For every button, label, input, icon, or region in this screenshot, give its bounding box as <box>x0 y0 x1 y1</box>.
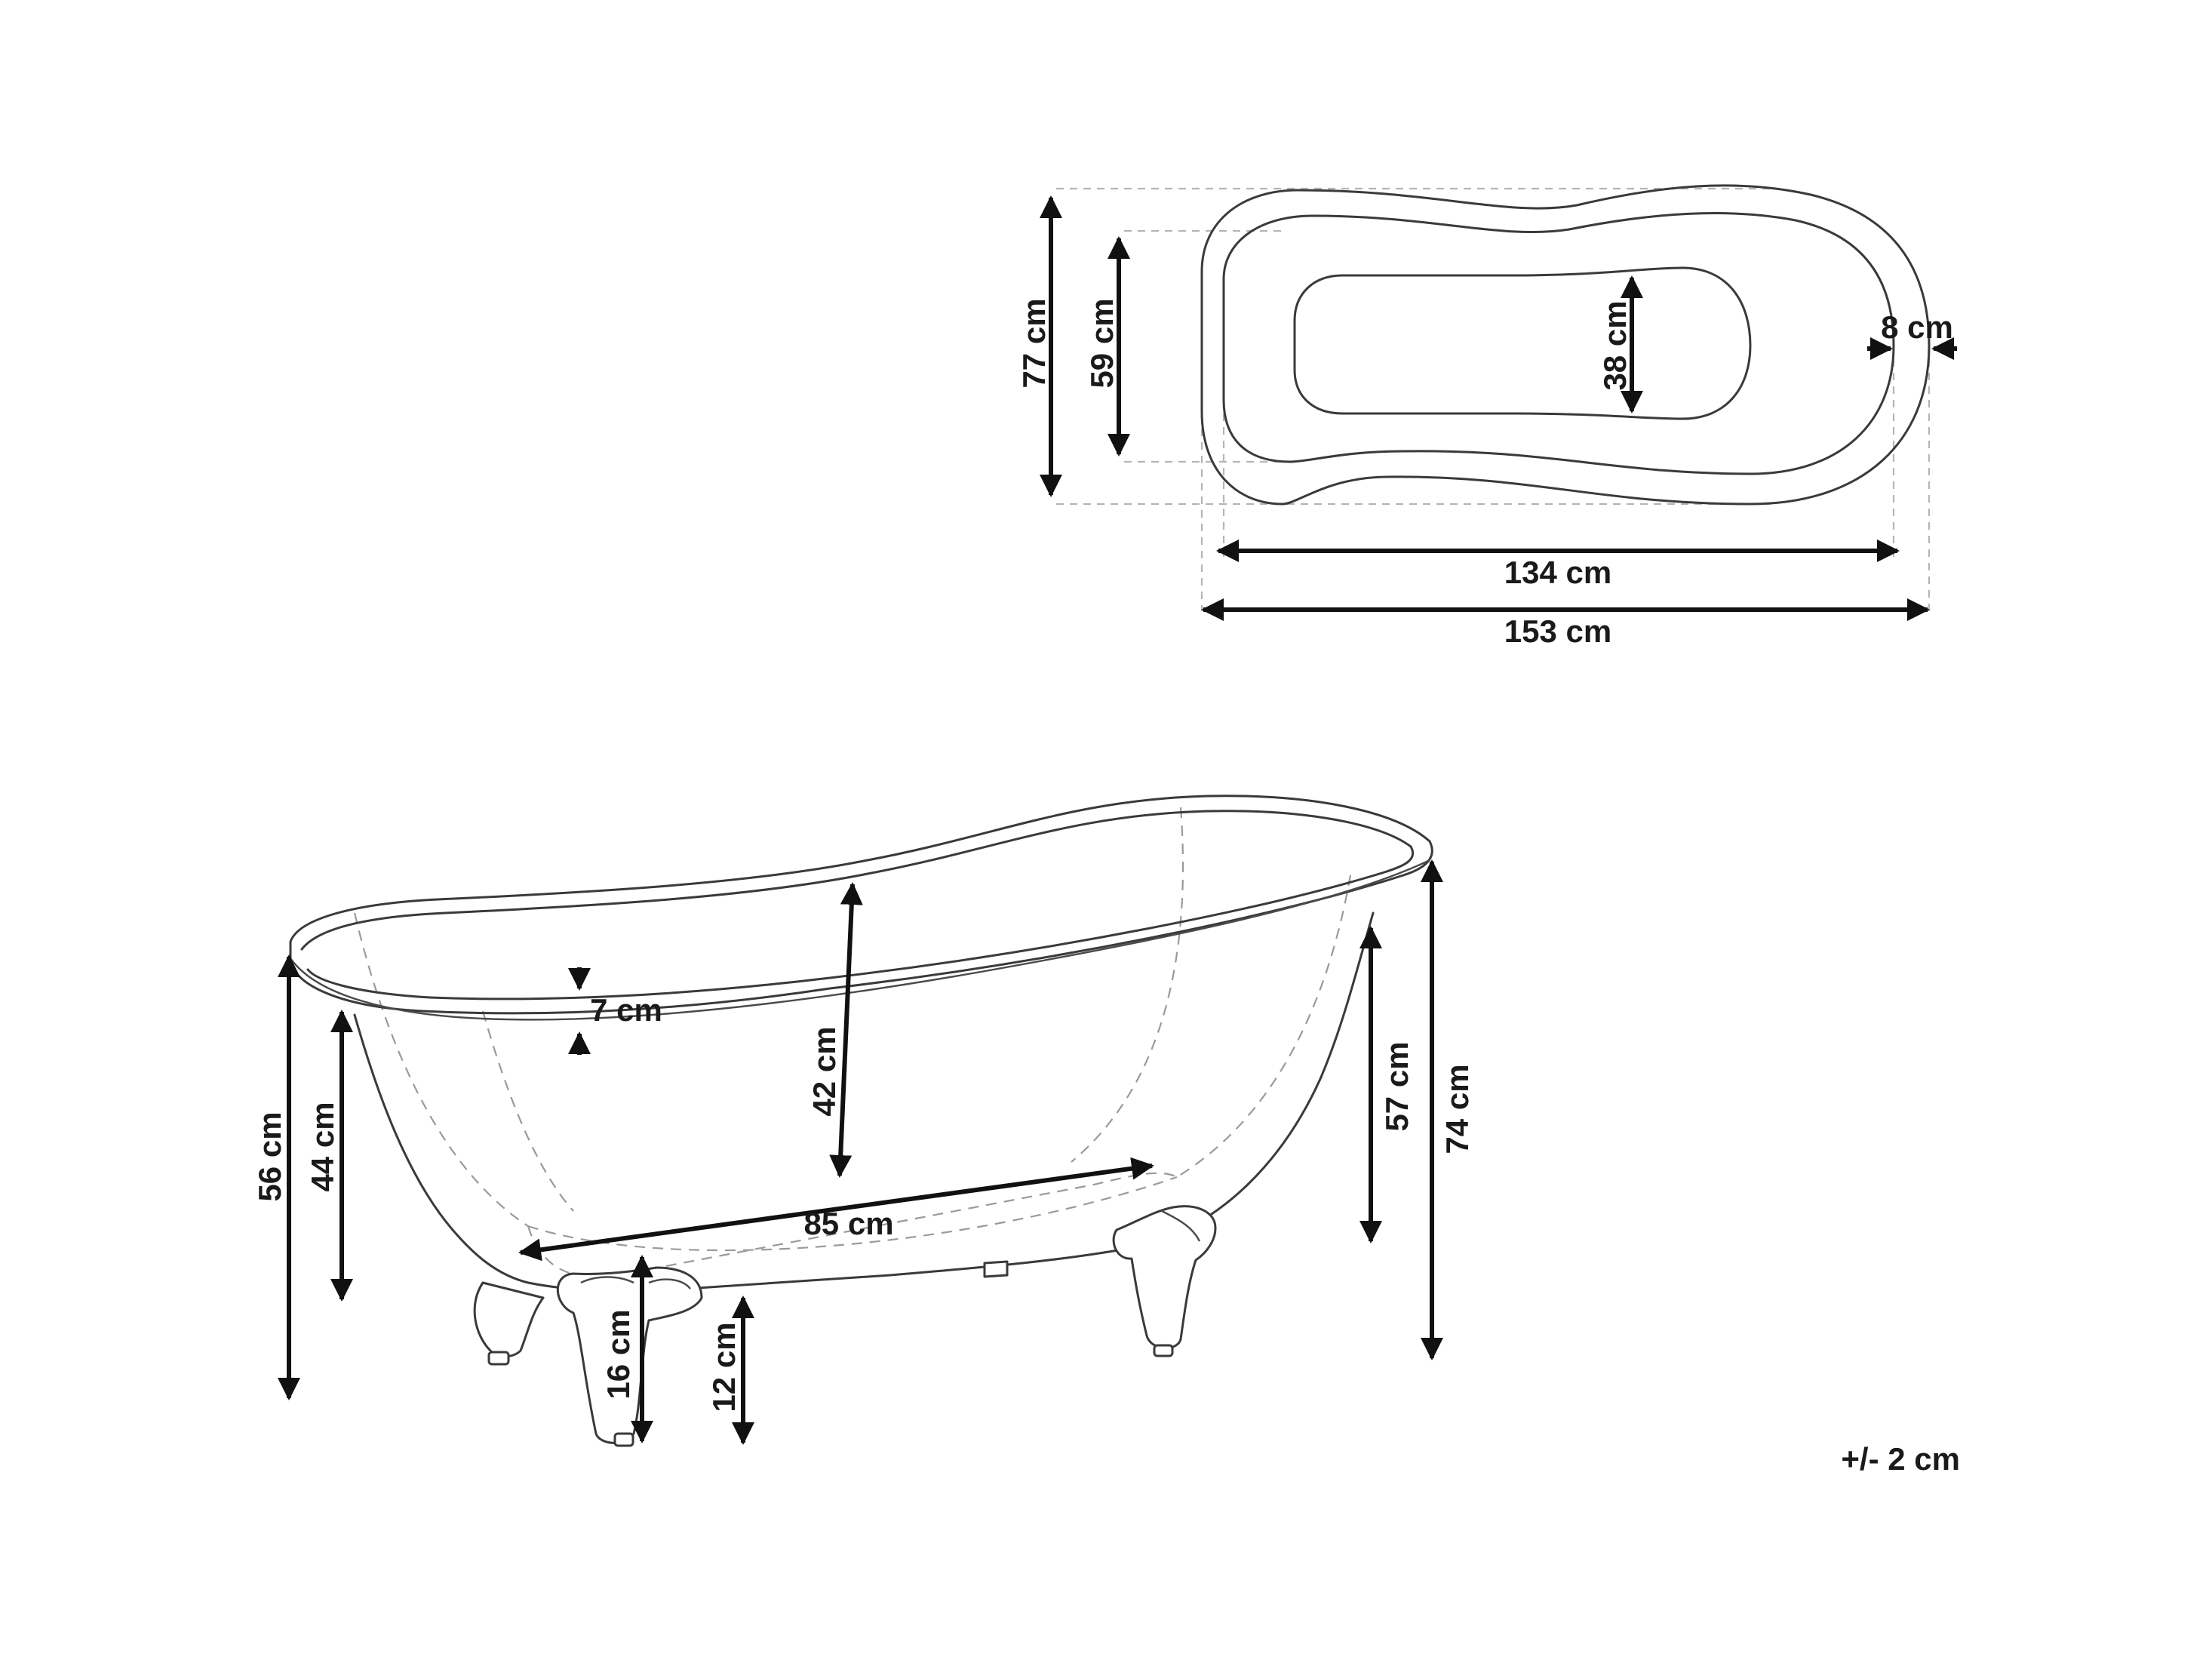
side-height-high-end-label: 74 cm <box>1439 1064 1475 1154</box>
side-view <box>252 796 1475 1446</box>
top-inner-rim <box>1224 214 1894 474</box>
side-height-mid-end-label: 57 cm <box>1379 1041 1415 1132</box>
top-rim-thickness-label: 8 cm <box>1881 309 1953 345</box>
side-inner-rim <box>302 811 1413 999</box>
side-foot-height-label: 16 cm <box>601 1309 636 1400</box>
side-rim-edge <box>290 860 1430 1019</box>
side-body-left <box>355 1015 528 1283</box>
foot-back-right <box>1114 1207 1215 1348</box>
side-height-low-end-label: 56 cm <box>252 1111 287 1202</box>
top-overall-length-label: 153 cm <box>1504 613 1612 649</box>
tolerance-note: +/- 2 cm <box>1841 1441 1960 1477</box>
side-body-height-label: 44 cm <box>305 1102 340 1192</box>
top-basin <box>1295 268 1750 419</box>
side-basin-length-label: 85 cm <box>803 1206 894 1241</box>
foot-front-left <box>475 1283 543 1357</box>
side-clearance-label: 12 cm <box>706 1322 742 1412</box>
top-outer-rim <box>1202 186 1929 504</box>
top-view <box>1016 186 1957 649</box>
top-basin-width-label: 38 cm <box>1597 300 1633 391</box>
top-inner-length-label: 134 cm <box>1504 555 1612 590</box>
top-inner-width-label: 59 cm <box>1084 298 1120 389</box>
side-inner-depth-label: 42 cm <box>806 1026 842 1117</box>
top-overall-width-label: 77 cm <box>1016 298 1052 389</box>
top-view-extension-lines <box>1056 189 1929 611</box>
foot-back-left <box>985 1262 1007 1277</box>
side-rim-thickness-label: 7 cm <box>590 992 662 1028</box>
side-body-right <box>1147 913 1373 1245</box>
